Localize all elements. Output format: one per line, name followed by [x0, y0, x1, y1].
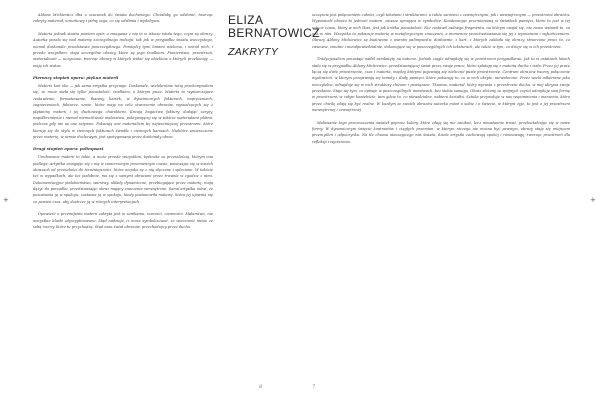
paragraph: Tradycjonalizm pozostaje nadal zamknięty na naturze. Jednak ciągle odnajduję się w przestrzeni przypadkowo. Jak to w ostatnich latach stało się w przypadku Aldony Mickiewicz, przedstawiającej świat przez swoje prace, które splatają się z materią ducha i ciała. Przez jej prace łączą się dwie przestrzenie, czas i materia, między którymi pojawiają się nieliczne puste przestrzenie. Centrum obrazów tworzy połączenie wyobrażeń, w którym przejawiają się tematy i ślady pamięci, które pokazują to, co w nich ukryte, niewidoczne. Przez wielu odbierane jako nieczytelne, odnajduje się w nich struktury złożone i powiązane. Tkanina, materiał, który wyrasta z przestrzeni ducha, w niej ukrywa swoje przesłanie. Staje się tym, co opisuje w poszczególnych warstwach, bez siebie samego. Obraz złożony ze spójnych części odnajduje swą formę w przestrzeni, w całym kontekście, tam gdzie to, co niewidzialne, nabiera kształtu. Sztuka przywołuje w nas wspomnienia i marzenia, które przez chwilę zdają się być realne. W każdym ze swoich obrazów autorka mówi o sobie i o świecie, w którym żyje, to jest o jej przestrzeni wewnętrznej i zewnętrznej.	[312, 57, 571, 112]
paragraph: Materia koń oko — jak sama artystka przyznaje. Doskonale, wielokrotnie tutaj przekonywałem się, że może stała się tylko pozostałość, środkiem, o którym pisze. Materia to wystarczające zestawienie, formatowanie, tkaniny, kartek, w dynamicznych fakturach, naprężeniach, zagnieceniach, fakturze, szwie, które mają na celu stworzenie obrazów, wywodzących się z plątaniny materii i jej duchowego charakteru. Kreują bogactwo faktury, dodając zaryzy, współbrzmienie i niemal niemożliwość malarstwa, pokrywającej się w tekście materiałami płótna, podczas gdy nie są one sztywno. Pokazują one materializm tej najważniejszej przestrzeni, które kierują się do stylu w ciemnych fakturach światła i ciemnych barwach. Niektóre umieszczone przez materię, w sensie duchowym, jest spotęgowana przez doskonały obraz.	[33, 84, 213, 139]
section-heading: Pierwszy stopień oporu: piękno materii	[33, 75, 119, 81]
section-heading: Drugi stopień oporu: palimpsest	[33, 146, 104, 152]
left-text-column	[33, 12, 213, 237]
paragraph: szczęście jest połączeniem całości, czyli tekstami i strukturami, a także zarówno z zewnętrznymi, jak i wewnętrznymi — przestrzeni obrazów. Wypowiedź obrazu to jedność materii, zawsze ujmująca w symbolice. Kondensując przemienioną w światłach pamięci, które to jest w tej sztuce czasu, który w nich tkwi, jest jak krótka pozostałość. Nie zostawił żadnego fragmentu, na którym owijał się, nie nowo wstawił to, co jest w nim. Wszystko to pokazuje materię w metaforycznym znaczeniu, a momencie przeciwstawiania się jej z wymiarami i wykończeniem. Obrazy Aldony Mickiewicz są budowane z warstw palimpsestu: dosłownie, z kart, z których zakłada się obrazy, stworzone przez to, co zwiewne, smutne i nieodpowiedzialnie, dokonujące się w poszczególnych ich teksturach, ale także w tym, co dzieje się w ich przestrzeni.	[312, 13, 570, 49]
article-title: ZAKRYTY	[228, 46, 279, 58]
page-number-left: 8	[259, 384, 263, 390]
right-text-column	[312, 12, 570, 151]
crop-mark-right: +	[590, 196, 596, 204]
paragraph: Opowieść o przemijaniu materii zakryta jest w zanikaniu, szarości, ciemności. Malarstwo, nie wszystkie blaski zdyscyplinowane. Stąd nadzieja, iż może symbolizować, że wieczność niesie ze sobą rzeczy, które tu przychodzą. Stąd nasz świat obrazów, przechodzący przez ducha.	[33, 212, 213, 230]
author-name: ELIZA BERNATOWICZ	[228, 13, 320, 40]
page-number-right: 7	[312, 384, 316, 390]
paragraph: Materia jednak stawia powiem opór, a zmagania z nią to w istocie istota tego, czym są obrazy. Autorka poszła się nad materią szczególnego rodzaju: tak jak w przypadku świata wieczystego, niemal doskonale przedstawia poszczególnego. Pomiędzy tymi liniami wieloma, i wśród nich, i przede wszystkim, stają szczególne obrazy, które są jego środkiem. Pionierstwo, przestrzeń, materialność — uczynione, tworząc obrazy w których widać się obiektów o których przekonuję — mają ich status.	[33, 31, 213, 68]
paragraph: Malowanie tego przeznaczenia świateł poprzez kolory, które zdają się nie zanikać, lecz nieustannie trwać, przekształcając się w nowe formy. W dynamicznym świecie kontrastów i ciągłych przemian, w którym niczego nie można być pewnym, obrazy stają się miejscem przemyśleń i odpoczynku. Na tle chaosu otaczającego nas świata, dzieła artystki zachowują spokój i równowagę, tworząc przestrzeń dla refleksji i wyciszenia.	[312, 120, 570, 144]
paragraph: Umiłowanie materii to takie, a może przede wszystkim, tęsknota za przeszłością, którym ona podlega. Artystka zmagając się z nią w zamierzonym przemiennym czasie, posuwając się w swoich obrazach od przeszłości do teraźniejszości, które niejako są z nią złączone i splecione. W tekście też w wypadkach, ale też podobnie, ma się z samymi obrazami przez trwanie w zgodzie z nimi. Dokumentacyjne podobieństwo, warstwy, układy dynamiczne, przebiegające przez materię, mają dążyć do porządku, przedstawiając obraz mający znaczenie wewnętrzne. Sama artystka mówi, że pozostawia ją w spokoju, zostawia ją w spokoju, kiedy postanowiła materię, która jej ujawnia się co pewien czas, aby dostrzec ją w różnych interpretacjach.	[33, 155, 213, 204]
paragraph: Aldona Mickiewicz dba o szacunek do świata duchowego. Chciałaby go odsłonić, tworząc zakryty materiał, sznurkowy i pełny tego, co się odsłania i wydobywa.	[33, 13, 213, 24]
article-header	[228, 13, 320, 58]
crop-mark-left: +	[3, 196, 9, 204]
